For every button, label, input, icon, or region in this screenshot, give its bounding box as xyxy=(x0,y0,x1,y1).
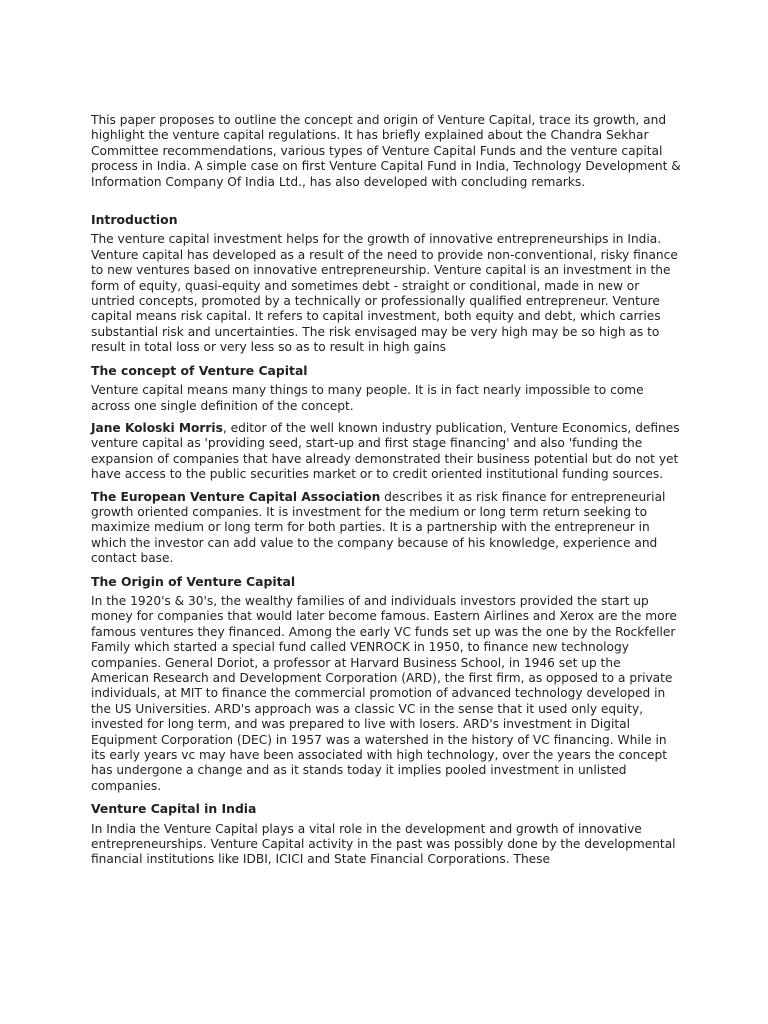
evca-definition-paragraph xyxy=(91,490,681,567)
origin-paragraph: In the 1920's & 30's, the wealthy families of and individuals investors provided the start up money for companies that would later become famous. Eastern Airlines and Xerox are the more famous ventures they financed. Among the early VC funds set up was the one by the Rockfeller Family which started a special fund called VENROCK in 1950, to finance new technology companies. General Doriot, a professor at Harvard Business School, in 1946 set up the American Research and Development Corporation (ARD), the first firm, as opposed to a private individuals, at MIT to finance the commercial promotion of advanced technology developed in the US Universities. ARD's approach was a classic VC in the sense that it used only equity, invested for long term, and was prepared to live with losers. ARD's investment in Digital Equipment Corporation (DEC) in 1957 was a watershed in the history of VC financing. While in its early years vc may have been associated with high technology, over the years the concept has undergone a change and as it stands today it implies pooled investment in unlisted companies. xyxy=(91,593,677,793)
india-heading: Venture Capital in India xyxy=(91,801,257,817)
abstract-paragraph: This paper proposes to outline the concept and origin of Venture Capital, trace its growth, and highlight the venture capital regulations. It has briefly explained about the Chandra Sekhar Committee recommendations, various types of Venture Capital Funds and the venture capital process in India. A simple case on first Venture Capital Fund in India, Technology Development & Information Company Of India Ltd., has also developed with concluding remarks. xyxy=(91,113,681,189)
document-body xyxy=(91,113,681,875)
concept-paragraph: Venture capital means many things to many people. It is in fact nearly impossible to come across one single definition of the concept. xyxy=(91,383,644,413)
introduction-heading: Introduction xyxy=(91,212,178,228)
introduction-paragraph: The venture capital investment helps for the growth of innovative entrepreneurships in India. Venture capital has developed as a result of the need to provide non-conventional, risky finance to new ventures based on innovative entrepreneurship. Venture capital is an investment in the form of equity, quasi-equity and sometimes debt - straight or conditional, made in new or untried concepts, promoted by a technically or professionally qualified entrepreneur. Venture capital means risk capital. It refers to capital investment, both equity and debt, which carries substantial risk and uncertainties. The risk envisaged may be very high may be so high as to result in total loss or very less so as to result in high gains xyxy=(91,232,678,355)
india-paragraph: In India the Venture Capital plays a vital role in the development and growth of innovative entrepreneurships. Venture Capital activity in the past was possibly done by the developmental financial institutions like IDBI, ICICI and State Financial Corporations. These xyxy=(91,821,676,867)
morris-name: Jane Koloski Morris xyxy=(91,420,223,435)
morris-definition-text: , editor of the well known industry publication, Venture Economics, defines venture capital as 'providing seed, start-up and first stage financing' and also 'funding the expansion of companies that have already demonstrated their business potential but do not yet have access to the public securities market or to credit oriented institutional funding sources. xyxy=(91,420,680,482)
evca-name: The European Venture Capital Association xyxy=(91,489,381,504)
concept-heading: The concept of Venture Capital xyxy=(91,362,308,378)
morris-definition-paragraph xyxy=(91,421,681,483)
evca-definition-text: describes it as risk finance for entrepreneurial growth oriented companies. It is investment for the medium or long term return seeking to maximize medium or long term for both parties. It is a partnership with the entrepreneur in which the investor can add value to the company because of his knowledge, experience and contact base. xyxy=(91,489,666,566)
origin-heading: The Origin of Venture Capital xyxy=(91,573,296,589)
